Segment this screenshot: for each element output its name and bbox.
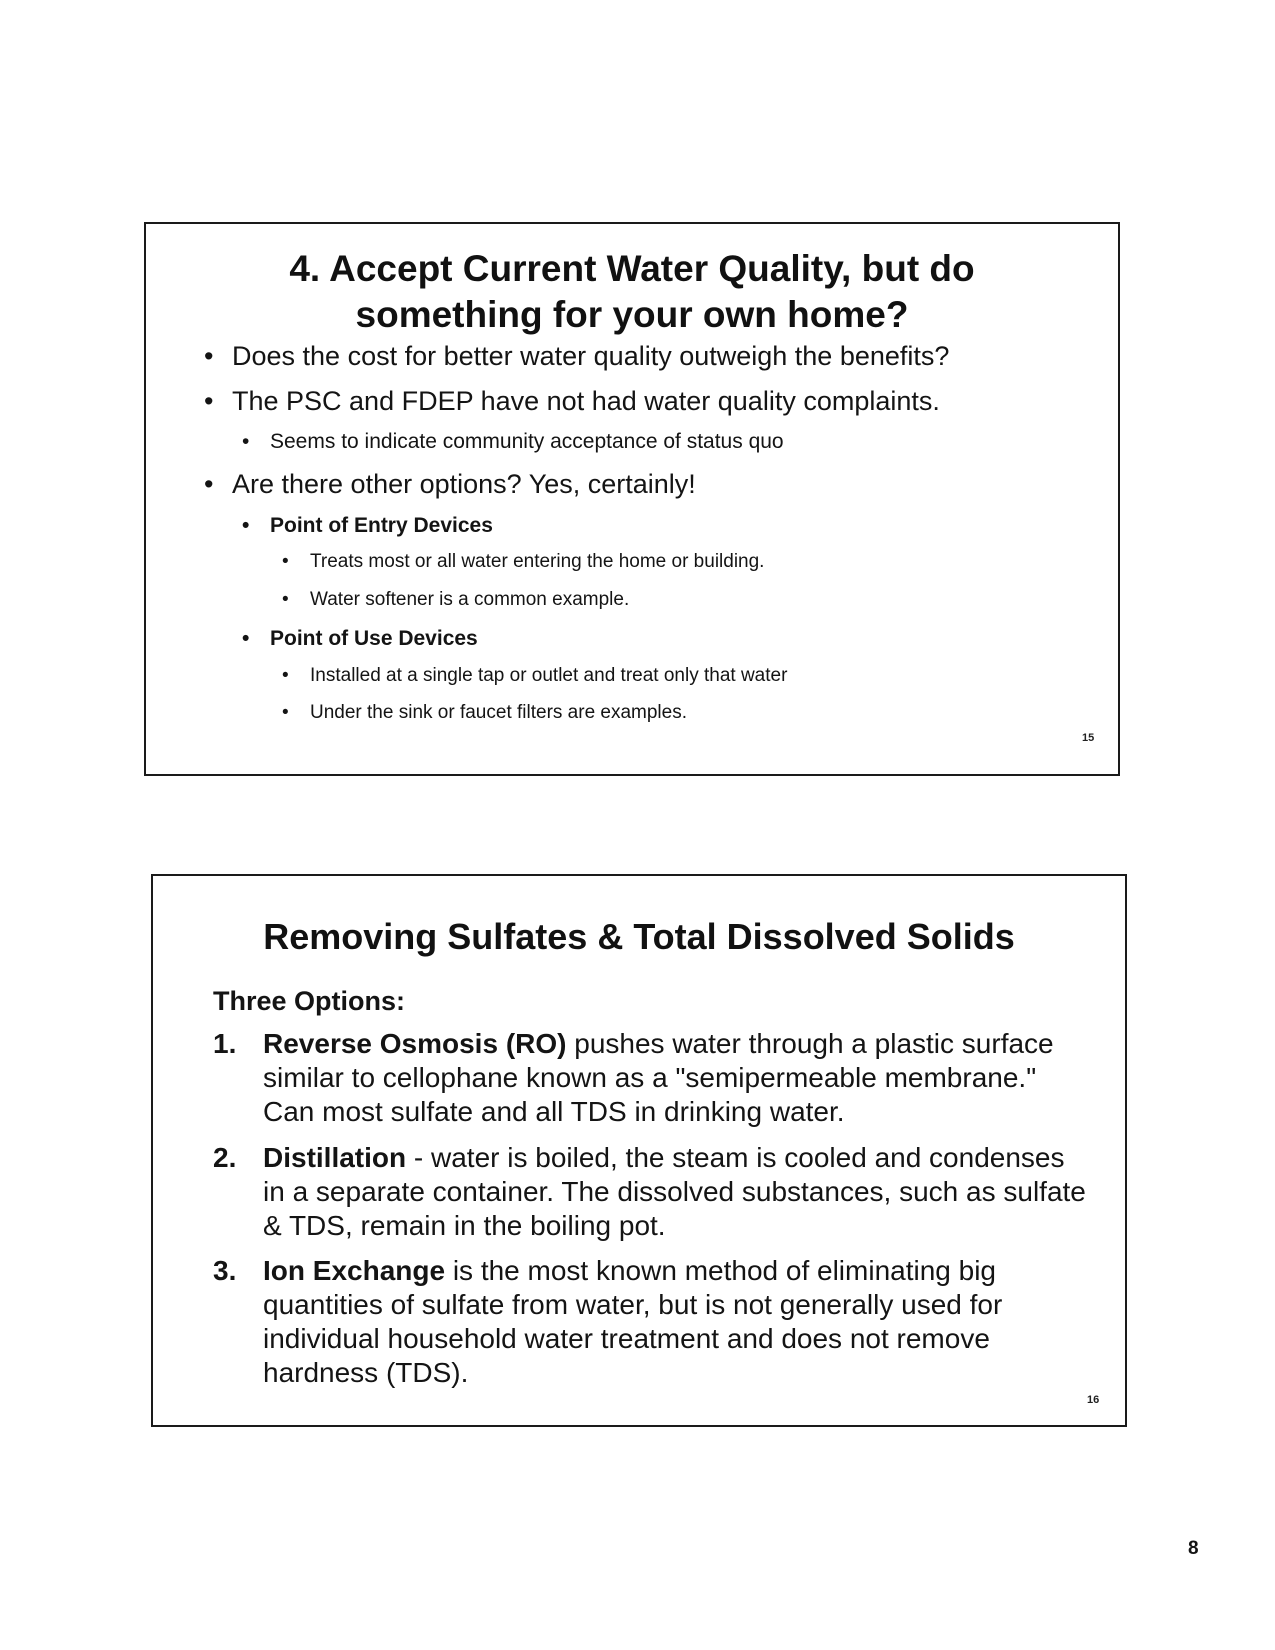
options-heading: Three Options:: [213, 986, 406, 1016]
bullet-glyph: •: [204, 469, 214, 499]
bullet-glyph: •: [282, 702, 289, 723]
option-text: - water is boiled, the steam is cooled and condenses in a separate container. The dissolved substances, such as sulfate & TDS, remain in the boiling pot.: [263, 1142, 1086, 1241]
sub-bullet-point-of-entry: [242, 514, 493, 538]
bullet-glyph: •: [282, 551, 289, 572]
slide-number: 16: [1087, 1394, 1100, 1406]
sub-bullet-status-quo: [242, 430, 784, 454]
slide-title-line-1: 4. Accept Current Water Quality, but do: [289, 248, 975, 289]
bullet-text: Seems to indicate community acceptance of status quo: [270, 430, 784, 453]
option-term: Distillation: [263, 1142, 407, 1173]
bullet-text: Point of Entry Devices: [270, 514, 493, 537]
bullet-glyph: •: [242, 514, 250, 537]
bullet-text: The PSC and FDEP have not had water quality complaints.: [232, 386, 940, 416]
sub-sub-bullet-treats-most: [282, 551, 764, 573]
slide-16: [151, 874, 1127, 1427]
bullet-glyph: •: [242, 430, 250, 453]
sub-sub-bullet-softener: [282, 589, 629, 611]
option-item: [213, 1254, 1093, 1390]
slide-title: Removing Sulfates & Total Dissolved Solids: [263, 916, 1015, 957]
bullet-other-options: [204, 469, 696, 500]
bullet-cost-benefits: [204, 341, 949, 372]
option-number: 1.: [213, 1028, 237, 1059]
sub-sub-bullet-faucet-filters: [282, 702, 687, 724]
bullet-no-complaints: [204, 386, 940, 417]
slide-number: 15: [1082, 732, 1095, 744]
option-number: 2.: [213, 1142, 237, 1173]
sub-sub-bullet-single-tap: [282, 665, 787, 687]
page-number: 8: [1188, 1538, 1199, 1559]
option-term: Reverse Osmosis (RO): [263, 1028, 567, 1059]
option-text: is the most known method of eliminating big quantities of sulfate from water, but is not generally used for individual household water treatment and does not remove hardness (TDS).: [263, 1255, 1003, 1388]
option-term: Ion Exchange: [263, 1255, 446, 1286]
bullet-glyph: •: [204, 386, 214, 416]
bullet-glyph: •: [282, 665, 289, 686]
bullet-text: Installed at a single tap or outlet and treat only that water: [310, 665, 788, 686]
slide-15: [144, 222, 1120, 776]
sub-bullet-point-of-use: [242, 627, 478, 651]
bullet-glyph: •: [282, 589, 289, 610]
bullet-text: Under the sink or faucet filters are examples.: [310, 702, 688, 723]
option-item: [213, 1141, 1093, 1243]
bullet-glyph: •: [242, 627, 250, 650]
bullet-text: Does the cost for better water quality outweigh the benefits?: [232, 341, 950, 371]
slide-title-line-2: something for your own home?: [355, 294, 909, 335]
option-number: 3.: [213, 1255, 237, 1286]
option-text: pushes water through a plastic surface similar to cellophane known as a "semipermeable membrane." Can most sulfate and all TDS in drinking water.: [263, 1028, 1054, 1127]
bullet-text: Are there other options? Yes, certainly!: [232, 469, 696, 499]
bullet-text: Point of Use Devices: [270, 627, 478, 650]
bullet-text: Treats most or all water entering the home or building.: [310, 551, 765, 572]
bullet-text: Water softener is a common example.: [310, 589, 630, 610]
bullet-glyph: •: [204, 341, 214, 371]
option-item: [213, 1027, 1093, 1129]
